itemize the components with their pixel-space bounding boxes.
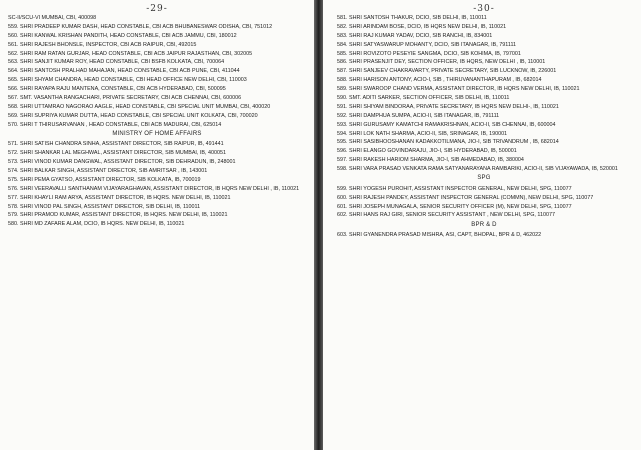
section-heading: MINISTRY OF HOME AFFAIRS	[112, 130, 202, 137]
list-item: 590. SMT. ADITI SARKER, SECTION OFFICER, SIB DELHI, IB, 110011	[337, 95, 510, 102]
list-item: 595. SHRI SASIBHOOSHANAN KADAKKOTILMANA, JIO-I, SIB TRIVANDRUM , IB, 682014	[337, 139, 559, 146]
list-item: 582. SHRI ARINDAM BOSE, DCIO, IB HQRS NEW DELHI, IB, 110021	[337, 23, 507, 30]
list-item: 586. SHRI PRASENJIT DEY, SECTION OFFICER, IB HQRS, NEW DELHI , IB, 110001	[337, 59, 546, 66]
list-item: 567. SMT. VASANTHA RANGACHARI, PRIVATE SECRETARY, CBI ACB CHENNAI, CBI, 600006	[8, 95, 242, 102]
list-item: 593. SHRI GURUSAMY KAMATCHI RAMAKRISHNAN, ACIO-II, SIB CHENNAI, IB, 600004	[337, 121, 556, 128]
list-item: 598. SHRI VARA PRASAD VENKATA RAMA SATYANARAYANA RAMBARIKI, ACIO-II, SIB VIJAYAWADA, IB, 520001	[337, 166, 618, 173]
list-item: 578. SHRI VINOD PAL SINGH, ASSISTANT DIRECTOR, SIB DELHI, IB, 110011	[8, 203, 201, 210]
list-item: 579. SHRI PRAMOD KUMAR, ASSISTANT DIRECTOR, IB HQRS. NEW DELHI, IB, 110021	[8, 212, 228, 219]
list-item: 592. SHRI DAMPHUA SUMPA, ACIO-II, SIB ITANAGAR, IB, 791111	[337, 112, 500, 119]
list-item: 599. SHRI YOGESH PUROHIT, ASSISTANT INSPECTOR GENERAL, NEW DELHI, SPG, 110077	[337, 185, 572, 192]
list-item: 596. SHRI ELANGO GOVINDARAJU, JIO-I, SIB HYDERABAD, IB, 500001	[337, 148, 517, 155]
list-item: 569. SHRI SUPRIYA KUMAR DUTTA, HEAD CONSTABLE, CBI SPECIAL UNIT KOLKATA, CBI, 700020	[8, 112, 258, 119]
list-item: 597. SHRI RAKESH HARIOM SHARMA, JIO-I, SIB AHMEDABAD, IB, 380004	[337, 157, 524, 164]
list-item: 585. SHRI ROVIZOTO PESEYIE SANGMA, DCIO, SIB KOHIMA, IB, 797001	[337, 50, 521, 57]
entry-list	[8, 15, 306, 228]
book-gutter	[314, 0, 323, 450]
list-item: 572. SHRI SHANKAR LAL MEGHWAL, ASSISTANT DIRECTOR, SIB MUMBAI, IB, 400051	[8, 150, 226, 157]
list-item: 574. SHRI BALKAR SINGH, ASSISTANT DIRECTOR, SIB AMRITSAR , IB, 143001	[8, 167, 208, 174]
list-item: 602. SHRI HANS RAJ GIRI, SENIOR SECURITY ASSISTANT , NEW DELHI, SPG, 110077	[337, 212, 555, 219]
section-heading-spg: SPG	[477, 175, 491, 182]
list-item: 562. SHRI RAM RATAN GURJAR, HEAD CONSTABLE, CBI ACB JAIPUR RAJASTHAN, CBI, 302005	[8, 50, 253, 57]
list-item: 565. SHRI SHYAM CHANDRA, HEAD CONSTABLE, CBI HEAD OFFICE NEW DELHI, CBI, 110003	[8, 77, 247, 84]
list-item: 580. SHRI MD ZAFARE ALAM, DCIO, IB HQRS. NEW DELHI, IB, 110021	[8, 221, 185, 228]
list-item: 600. SHRI RAJESH PANDEY, ASSISTANT INSPECTOR GENERAL (COMMN), NEW DELHI, SPG, 110077	[337, 194, 594, 201]
list-item: 601. SHRI JOSEPH MUNAGALA, SENIOR SECURITY OFFICER (M), NEW DELHI, SPG, 110077	[337, 203, 572, 210]
list-item: 559. SHRI PRADEEP KUMAR DASH, HEAD CONSTABLE, CBI ACB BHUBANESWAR ODISHA, CBI, 751012	[8, 23, 273, 30]
list-item: 576. SHRI VEERAVALLI SANTHANAM VIJAYARAGHAVAN, ASSISTANT DIRECTOR, IB HQRS NEW DELHI , IB, 110021	[8, 185, 300, 192]
list-item: 566. SHRI RAYAPA RAJU MANTENA, CONSTABLE, CBI ACB HYDERABAD, CBI, 500095	[8, 86, 226, 93]
list-item: 575. SHRI PEMA GYATSO, ASSISTANT DIRECTOR, SIB KOLKATA, IB, 700019	[8, 176, 201, 183]
list-item: 594. SHRI LOK NATH SHARMA, ACIO-II, SIB, SRINAGAR, IB, 190001	[337, 130, 508, 137]
list-item: 568. SHRI UTTAMRAO NAGORAO AAGLE, HEAD CONSTABLE, CBI SPECIAL UNIT MUMBAI, CBI, 400020	[8, 103, 271, 110]
list-item: 603. SHRI GYANENDRA PRASAD MISHRA, ASI, CAPT, BHOPAL, BPR & D, 462022	[337, 232, 542, 238]
list-item: 588. SHRI HARISON ANTONY, ACIO-I, SIB , THIRUVANANTHAPURAM , IB, 682014	[337, 77, 542, 84]
list-item: 577. SHRI KHAYLI RAM ARYA, ASSISTANT DIRECTOR, IB HQRS. NEW DELHI, IB, 110021	[8, 194, 231, 201]
entry-list	[337, 15, 631, 238]
list-item: SC-II/SCU-VI MUMBAI, CBI, 400098	[8, 15, 97, 21]
list-item: 570. SHRI T THIRUSARVANAN , HEAD CONSTABLE, CBI ACB MADURAI, CBI, 625014	[8, 121, 222, 128]
list-item: 591. SHRI SHIYAM BINDORAA, PRIVATE SECRETARY, IB HQRS NEW DELHI-, IB, 110021	[337, 103, 559, 110]
list-item: 573. SHRI VINOD KUMAR DANGWAL, ASSISTANT DIRECTOR, SIB DEHRADUN, IB, 248001	[8, 159, 236, 166]
list-item: 584. SHRI SATYASWARUP MOHANTY, DCIO, SIB ITANAGAR, IB, 791111	[337, 41, 517, 48]
list-item: 561. SHRI RAJESH BHONSLE, INSPECTOR, CBI ACB RAIPUR, CBI, 492015	[8, 41, 197, 48]
list-item: 587. SHRI SANJEEV CHAKRAVARTY, PRIVATE SECRETARY, SIB LUCKNOW, IB, 226001	[337, 68, 557, 75]
page-number: -30-	[473, 4, 495, 14]
left-page	[0, 0, 314, 450]
list-item: 589. SHRI SWAROOP CHAND VERMA, ASSISTANT DIRECTOR, IB HQRS NEW DELHI, IB, 110021	[337, 86, 580, 93]
list-item: 563. SHRI SANJIT KUMAR ROY, HEAD CONSTABLE, CBI BSFB KOLKATA, CBI, 700064	[8, 59, 225, 66]
list-item: 564. SHRI SANTOSH PRALHAD MAHAJAN, HEAD CONSTABLE, CBI ACB PUNE, CBI, 411044	[8, 68, 240, 75]
page-number: -29-	[146, 4, 168, 14]
list-item: 581. SHRI SANTOSH THAKUR, DCIO, SIB DELHI, IB, 110011	[337, 15, 487, 21]
right-page	[323, 0, 641, 450]
list-item: 571. SHRI SATISH CHANDRA SINHA, ASSISTANT DIRECTOR, SIB RAIPUR, IB, 491441	[8, 141, 224, 148]
list-item: 583. SHRI RAJ KUMAR YADAV, DCIO, SIB RANCHI, IB, 834001	[337, 32, 493, 39]
list-item: 560. SHRI KANWAL KRISHAN PANDITH, HEAD CONSTABLE, CBI ACB JAMMU, CBI, 180012	[8, 32, 237, 39]
section-heading-bprd: BPR & D	[471, 221, 497, 228]
